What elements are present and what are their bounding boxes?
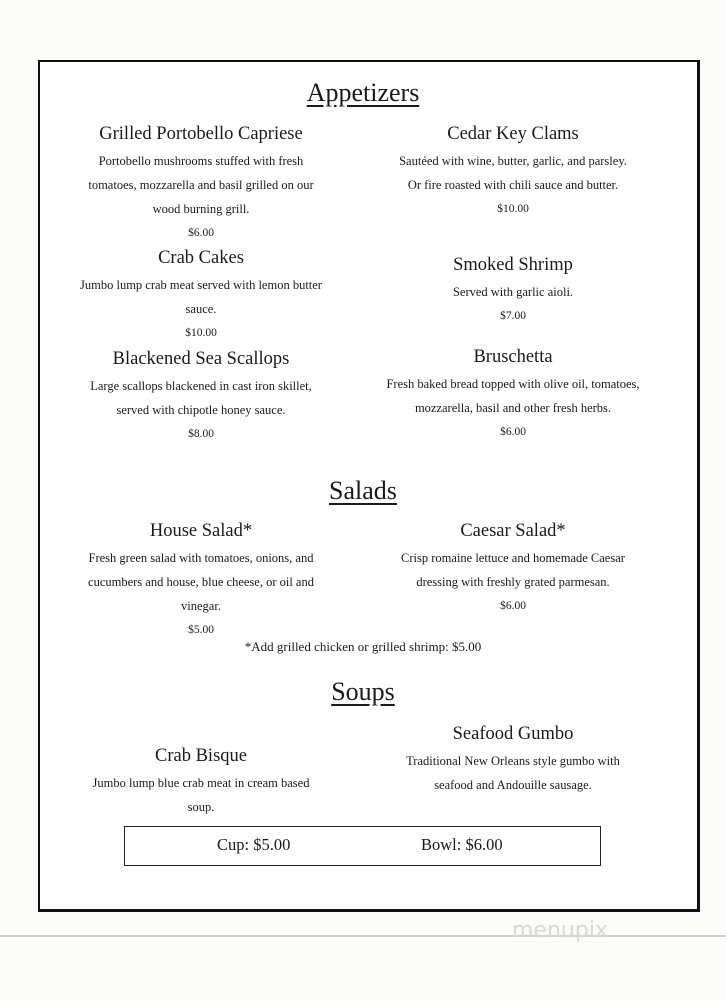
item-price: $10.00	[185, 327, 217, 339]
item-desc: vinegar.	[181, 599, 221, 613]
item-price: $7.00	[500, 310, 526, 322]
bowl-price: Bowl: $6.00	[421, 835, 503, 854]
item-price: $5.00	[188, 624, 214, 636]
item-desc: Traditional New Orleans style gumbo with	[406, 754, 620, 768]
item-desc: Fresh green salad with tomatoes, onions, and	[88, 551, 314, 565]
item-desc: dressing with freshly grated parmesan.	[416, 575, 610, 589]
item-desc: Sautéed with wine, butter, garlic, and parsley.	[399, 154, 627, 168]
item-name: Blackened Sea Scallops	[112, 349, 290, 369]
menu-item	[46, 124, 356, 245]
item-desc: soup.	[187, 800, 215, 814]
watermark: menupix	[512, 918, 608, 943]
item-name: Crab Cakes	[158, 248, 244, 268]
item-name: Caesar Salad*	[460, 521, 566, 541]
item-price: $10.00	[497, 203, 529, 215]
section-title-salads: Salads	[329, 476, 397, 505]
item-desc: seafood and Andouille sausage.	[434, 778, 592, 792]
item-price: $6.00	[500, 426, 526, 438]
item-price: $8.00	[188, 428, 214, 440]
item-desc: Large scallops blackened in cast iron skillet,	[90, 379, 312, 393]
menu-item	[358, 124, 668, 221]
menu-item	[46, 349, 356, 446]
section-title-appetizers: Appetizers	[306, 78, 420, 107]
soup-size-prices	[124, 826, 601, 866]
item-desc: sauce.	[185, 302, 217, 316]
item-name: House Salad*	[149, 521, 253, 541]
section-title-soups: Soups	[331, 677, 395, 706]
item-desc: Or fire roasted with chili sauce and butter.	[407, 178, 619, 192]
item-desc: Fresh baked bread topped with olive oil, tomatoes,	[386, 377, 640, 391]
menu-item	[46, 521, 356, 642]
menu-item	[46, 248, 356, 345]
item-desc: Jumbo lump blue crab meat in cream based	[92, 776, 310, 790]
menu-item	[358, 255, 668, 328]
item-name: Grilled Portobello Capriese	[99, 124, 303, 144]
item-desc: Jumbo lump crab meat served with lemon butter	[80, 278, 322, 292]
item-desc: wood burning grill.	[152, 202, 250, 216]
menu-item	[46, 746, 356, 819]
menu-item	[358, 347, 668, 444]
item-name: Seafood Gumbo	[452, 724, 574, 744]
item-name: Cedar Key Clams	[447, 124, 579, 144]
page-divider	[0, 935, 726, 937]
item-name: Crab Bisque	[155, 746, 247, 766]
item-desc: tomatoes, mozzarella and basil grilled on our	[88, 178, 314, 192]
item-price: $6.00	[500, 600, 526, 612]
item-desc: cucumbers and house, blue cheese, or oil and	[88, 575, 314, 589]
item-price: $6.00	[188, 227, 214, 239]
salad-addon-note: *Add grilled chicken or grilled shrimp: $5.00	[244, 639, 482, 654]
item-desc: served with chipotle honey sauce.	[116, 403, 286, 417]
item-name: Smoked Shrimp	[453, 255, 573, 275]
item-name: Bruschetta	[473, 347, 553, 367]
item-desc: Served with garlic aioli.	[452, 285, 574, 299]
cup-price: Cup: $5.00	[217, 835, 291, 854]
item-desc: mozzarella, basil and other fresh herbs.	[414, 401, 612, 415]
item-desc: Portobello mushrooms stuffed with fresh	[98, 154, 304, 168]
item-desc: Crisp romaine lettuce and homemade Caesar	[401, 551, 625, 565]
menu-item	[358, 724, 668, 797]
menu-item	[358, 521, 668, 618]
